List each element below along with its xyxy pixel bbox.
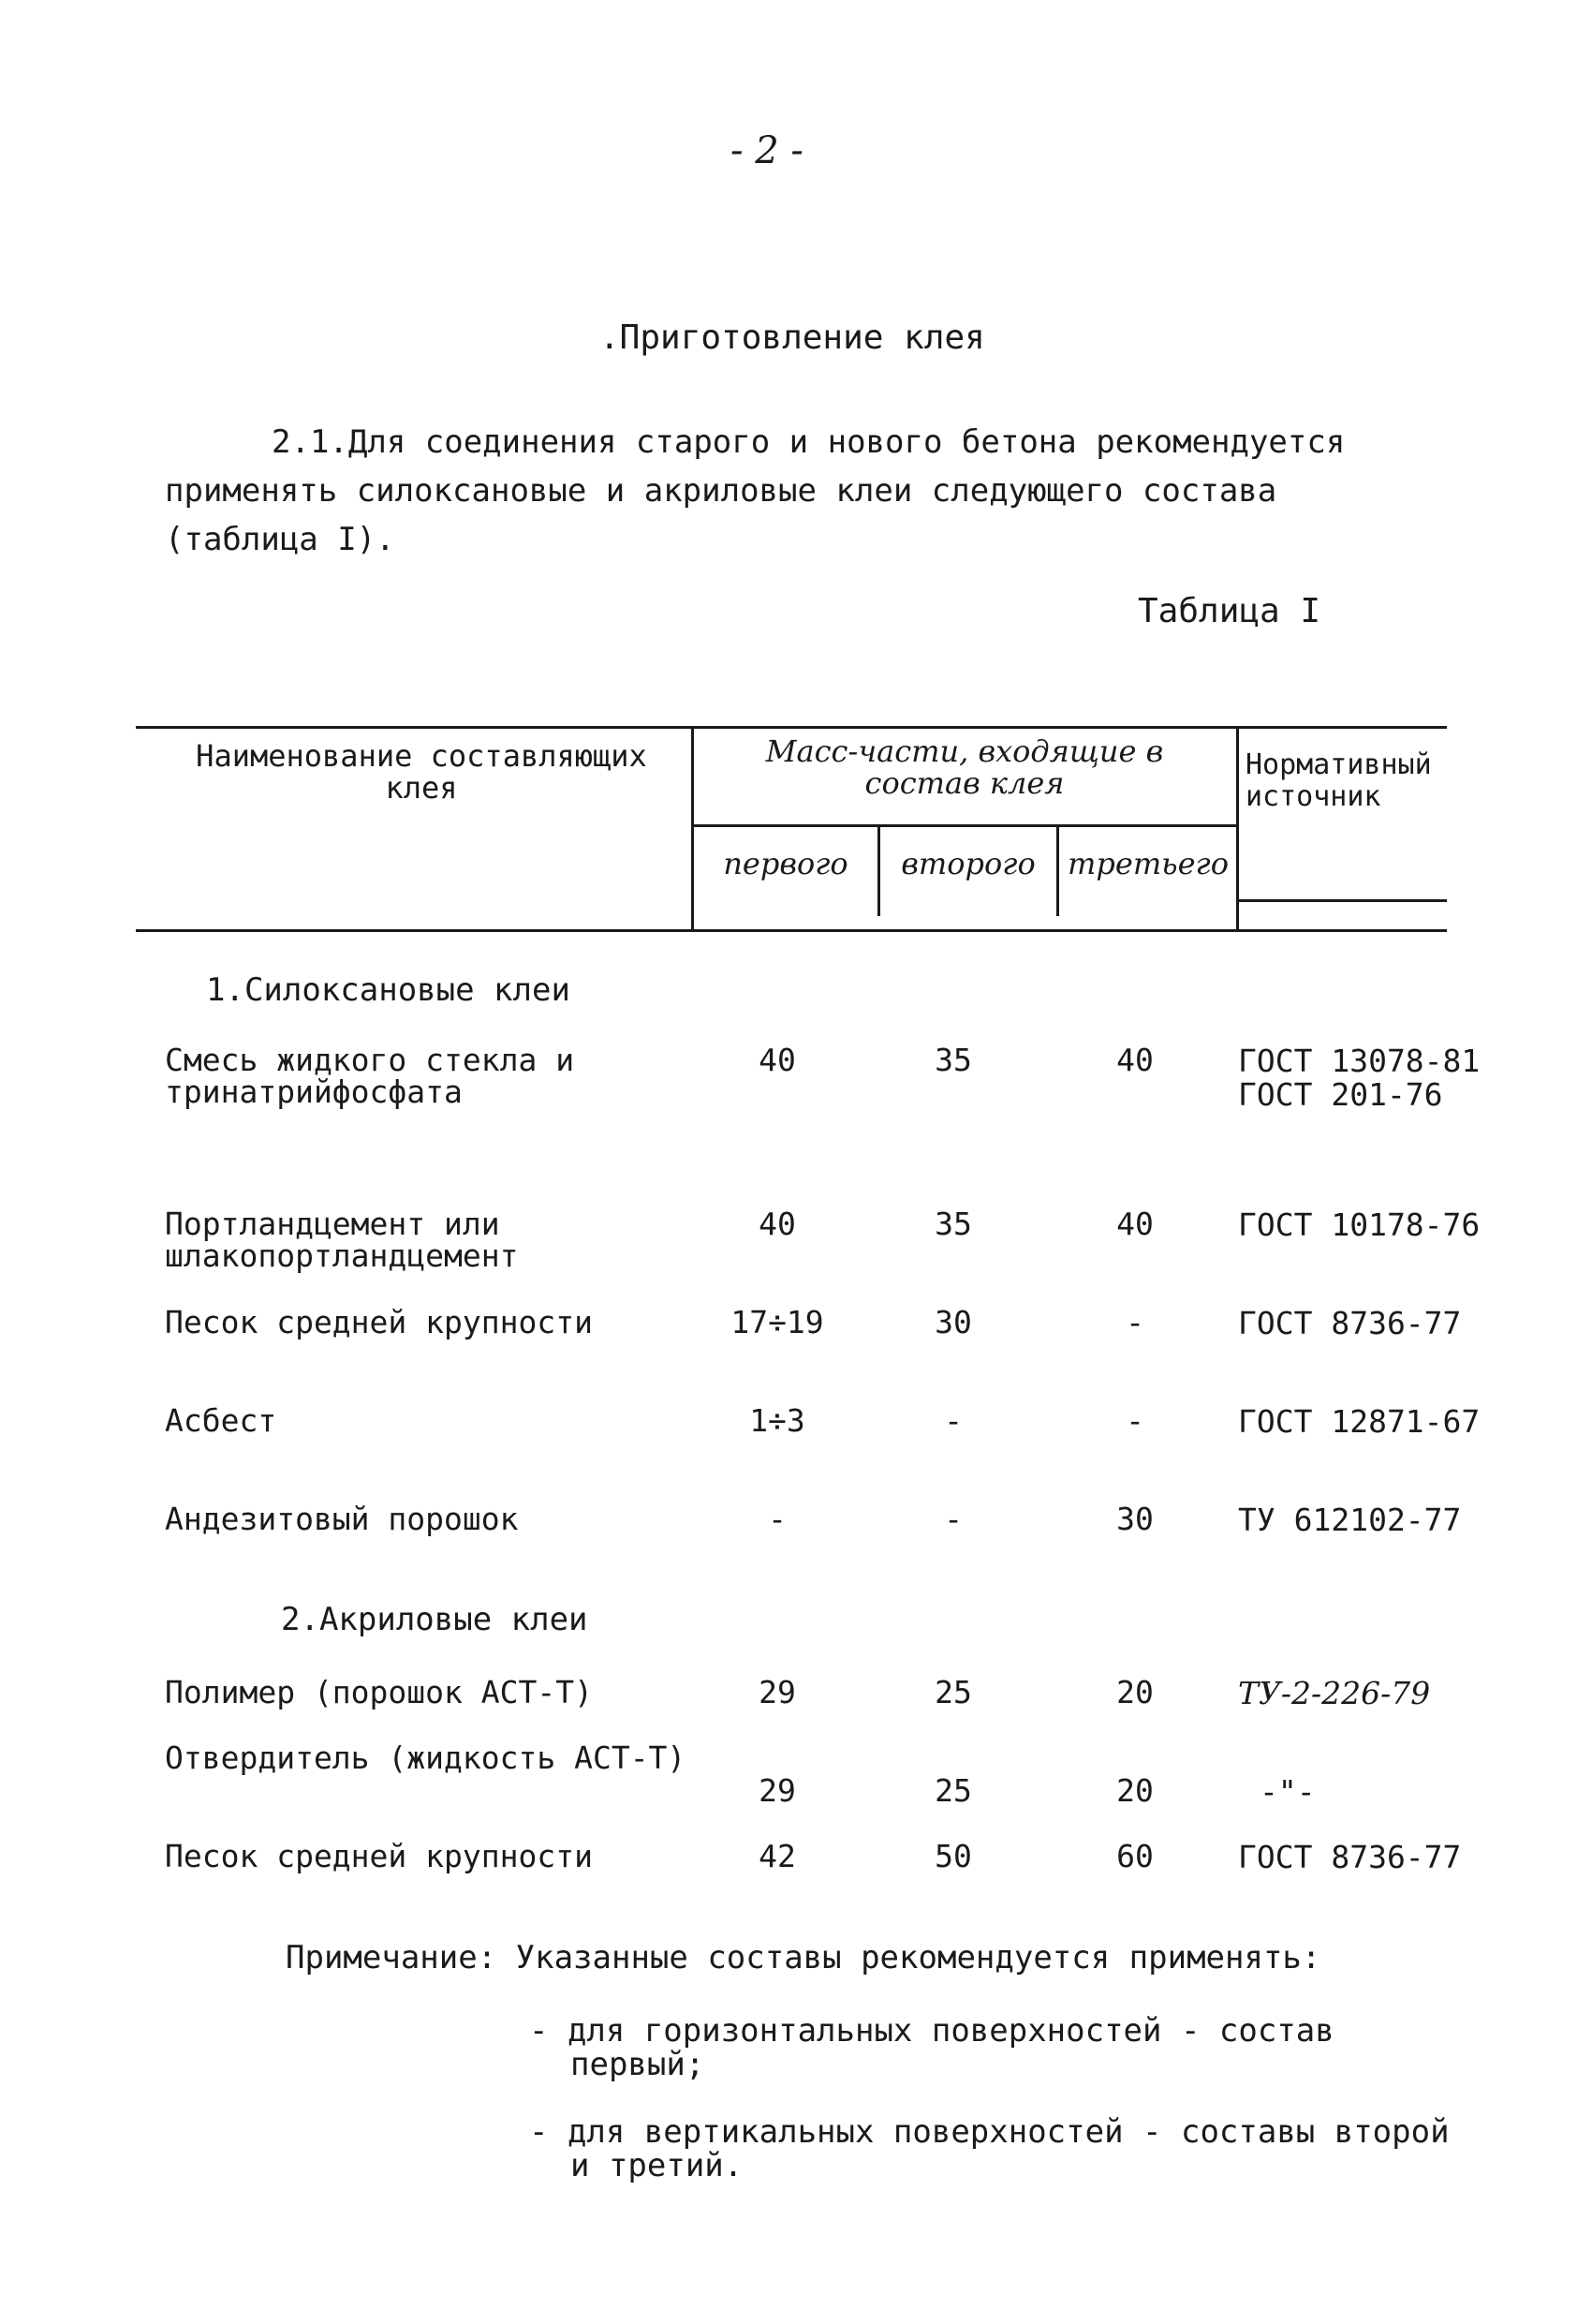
row-6-source: ТУ-2-226-79: [1238, 1675, 1431, 1711]
row-7-name: Отвердитель (жидкость АСТ-Т): [165, 1739, 686, 1776]
row-8-second: 50: [935, 1838, 972, 1874]
row-1-source: ГОСТ 13078-81 ГОСТ 201-76: [1238, 1043, 1481, 1113]
header-mass-parts: Масс-части, входящие в состав клея: [765, 733, 1164, 801]
row-1-name: Смесь жидкого стекла и тринатрийфосфата: [165, 1042, 575, 1110]
row-5-second: -: [944, 1501, 963, 1537]
row-4-third: -: [1126, 1402, 1144, 1439]
row-2-first: 40: [759, 1206, 796, 1242]
header-component: Наименование составляющих клея: [196, 738, 647, 806]
table-subheader-rule: [693, 824, 1236, 827]
row-5-name: Андезитовый порошок: [165, 1501, 519, 1537]
row-8-source: ГОСТ 8736-77: [1238, 1839, 1462, 1875]
row-5-first: -: [768, 1501, 787, 1537]
row-7-second: 25: [935, 1772, 972, 1809]
intro-line-1: 2.1.Для соединения старого и нового бетона рекомендуется: [272, 423, 1346, 461]
row-7-source: -"-: [1260, 1773, 1316, 1810]
table-vrule-4: [1236, 726, 1239, 930]
note-title: Примечание: Указанные составы рекомендуется применять:: [286, 1939, 1321, 1976]
row-5-third: 30: [1116, 1501, 1154, 1537]
row-3-second: 30: [935, 1304, 972, 1340]
table-label: Таблица I: [1138, 592, 1321, 630]
row-5-source: ТУ 612102-77: [1238, 1502, 1462, 1538]
row-8-third: 60: [1116, 1838, 1154, 1874]
row-6-name: Полимер (порошок АСТ-Т): [165, 1674, 593, 1710]
header-source: Нормативный источник: [1246, 748, 1432, 813]
section-acrylic: 2.Акриловые клеи: [281, 1601, 588, 1638]
header-first: первого: [723, 846, 848, 881]
table-source-rule: [1236, 899, 1447, 902]
section-heading: .Приготовление клея: [599, 318, 985, 357]
intro-line-2: применять силоксановые и акриловые клеи следующего состава: [165, 472, 1277, 510]
table-header-bottom-rule: [136, 929, 1447, 932]
row-1-first: 40: [759, 1042, 796, 1078]
row-7-first: 29: [759, 1772, 796, 1809]
note-item-2: - для вертикальных поверхностей - составы второй и третий.: [529, 2113, 1450, 2184]
row-4-name: Асбест: [165, 1402, 277, 1439]
table-vrule-1: [691, 726, 694, 930]
row-2-source: ГОСТ 10178-76: [1238, 1206, 1481, 1243]
row-2-name: Портландцемент или шлакопортландцемент: [165, 1206, 519, 1274]
header-third: третьего: [1068, 846, 1229, 881]
intro-line-3: (таблица I).: [165, 521, 395, 558]
table-top-rule: [136, 726, 1447, 729]
row-2-third: 40: [1116, 1206, 1154, 1242]
row-3-first: 17÷19: [730, 1304, 824, 1340]
table-vrule-2: [877, 824, 880, 916]
header-second: второго: [901, 846, 1036, 881]
section-siloxane: 1.Силоксановые клеи: [206, 971, 570, 1009]
page-number: - 2 -: [730, 129, 803, 172]
row-6-third: 20: [1116, 1674, 1154, 1710]
row-4-second: -: [944, 1402, 963, 1439]
row-1-second: 35: [935, 1042, 972, 1078]
row-8-first: 42: [759, 1838, 796, 1874]
row-4-source: ГОСТ 12871-67: [1238, 1403, 1481, 1440]
row-7-third: 20: [1116, 1772, 1154, 1809]
row-6-first: 29: [759, 1674, 796, 1710]
row-1-third: 40: [1116, 1042, 1154, 1078]
row-4-first: 1÷3: [749, 1402, 805, 1439]
row-2-second: 35: [935, 1206, 972, 1242]
row-3-third: -: [1126, 1304, 1144, 1340]
row-3-source: ГОСТ 8736-77: [1238, 1305, 1462, 1341]
note-item-1: - для горизонтальных поверхностей - состав первый;: [529, 2012, 1334, 2083]
row-3-name: Песок средней крупности: [165, 1304, 593, 1340]
row-8-name: Песок средней крупности: [165, 1838, 593, 1874]
row-6-second: 25: [935, 1674, 972, 1710]
table-vrule-3: [1056, 824, 1059, 916]
